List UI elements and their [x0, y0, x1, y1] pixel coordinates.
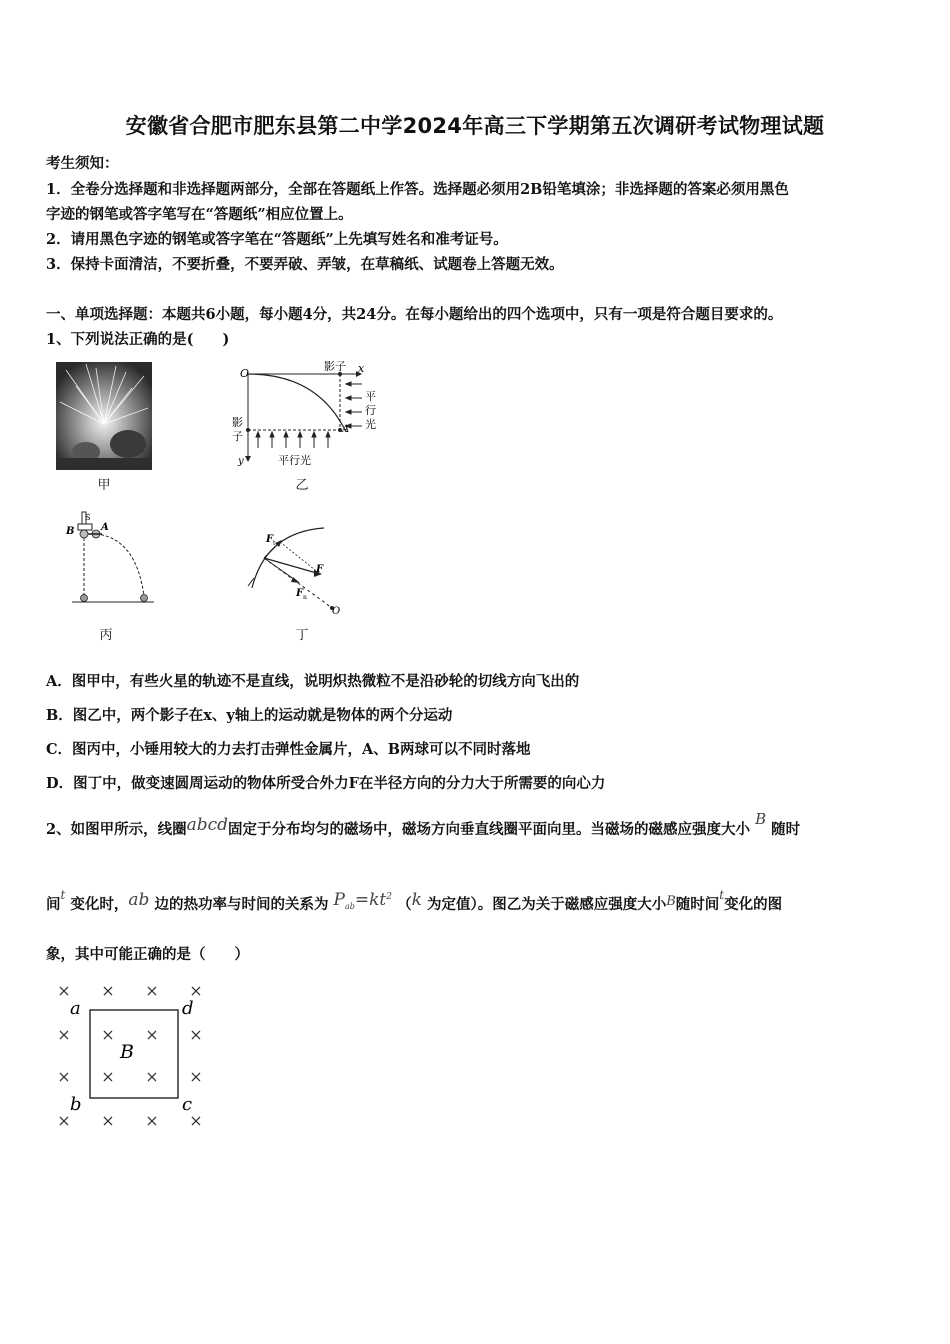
question-2-line-2: 间$^t$ 变化时，ab 边的热功率与时间的关系为 $Pab=kt^2$ （k 为定值）。图乙为关于磁感应强度大小B随时间$^t$变化的图 — [46, 888, 783, 913]
label-s: S — [85, 513, 91, 522]
label-shadow-left-1: 影 — [232, 416, 243, 429]
label-parallel-light: 平行光 — [278, 454, 311, 467]
option-b[interactable]: B．图乙中，两个影子在x、y轴上的运动就是物体的两个分运动 — [46, 707, 453, 724]
figure-jia-photo — [56, 362, 152, 470]
notice-item: 字迹的钢笔或答字笔写在“答题纸”相应位置上。 — [46, 206, 353, 223]
notice-heading: 考生须知： — [46, 155, 119, 172]
question-2-line-3: 象，其中可能正确的是（ ） — [46, 946, 249, 963]
svg-text:×: × — [101, 981, 115, 1000]
figure-ding-diagram — [236, 522, 352, 618]
math-b: B — [755, 810, 767, 828]
label-fn-sub: n — [303, 594, 307, 601]
label-guang: 光 — [365, 418, 376, 431]
label-a: A — [101, 522, 109, 533]
label-shadow-left-2: 子 — [232, 430, 243, 443]
label-b: B — [66, 526, 75, 537]
figure-coil-magnetic-field — [48, 976, 218, 1132]
label-y: y — [238, 456, 244, 467]
notice-item: 2．请用黑色字迹的钢笔或答字笔在“答题纸”上先填写姓名和准考证号。 — [46, 231, 508, 248]
svg-text:×: × — [101, 1025, 115, 1044]
svg-text:×: × — [101, 1111, 115, 1130]
figure-caption-yi: 乙 — [295, 478, 309, 493]
svg-text:×: × — [189, 981, 203, 1000]
option-c[interactable]: C．图丙中，小锤用较大的力去打击弹性金属片，A、B两球可以不同时落地 — [46, 741, 531, 758]
svg-text:×: × — [189, 1067, 203, 1086]
label-ft-sub: t — [273, 540, 276, 547]
label-a: a — [70, 998, 81, 1019]
svg-text:×: × — [57, 1111, 71, 1130]
section-heading: 一、单项选择题：本题共6小题，每小题4分，共24分。在每小题给出的四个选项中，只有一项是符合题目要求的。 — [46, 306, 783, 323]
label-b: b — [70, 1094, 82, 1115]
svg-text:×: × — [145, 1025, 159, 1044]
svg-text:×: × — [189, 1025, 203, 1044]
figure-bing-diagram — [66, 508, 162, 608]
label-o: O — [332, 606, 341, 617]
notice-item: 1．全卷分选择题和非选择题两部分，全部在答题纸上作答。选择题必须用2B铅笔填涂；非选择题的答案必须用黑色 — [46, 181, 789, 198]
label-d: d — [182, 998, 194, 1019]
svg-text:×: × — [145, 1111, 159, 1130]
figure-yi-diagram — [228, 358, 388, 470]
option-d[interactable]: D．图丁中，做变速圆周运动的物体所受合外力F在半径方向的分力大于所需要的向心力 — [46, 775, 606, 792]
label-ping: 平 — [365, 390, 376, 403]
svg-text:×: × — [57, 981, 71, 1000]
label-ft: F — [266, 534, 274, 545]
label-x: x — [358, 362, 365, 375]
math-abcd: abcd — [186, 815, 229, 835]
question-1-stem: 1、下列说法正确的是( ) — [46, 331, 230, 348]
figure-caption-bing: 丙 — [99, 628, 113, 643]
label-o: O — [240, 367, 250, 380]
label-field-b: B — [120, 1041, 134, 1063]
question-2-line-1: 2、如图甲所示，线圈abcd固定于分布均匀的磁场中，磁场方向垂直线圈平面向里。当磁场的磁感应强度大小 B 随时 — [46, 810, 801, 838]
svg-text:×: × — [101, 1067, 115, 1086]
svg-text:×: × — [57, 1067, 71, 1086]
label-c: c — [182, 1094, 193, 1115]
label-fn: F — [296, 588, 304, 599]
svg-text:×: × — [145, 981, 159, 1000]
label-a: A — [342, 424, 350, 435]
notice-item: 3．保持卡面清洁，不要折叠，不要弄破、弄皱，在草稿纸、试题卷上答题无效。 — [46, 256, 564, 273]
option-a[interactable]: A．图甲中，有些火星的轨迹不是直线，说明炽热微粒不是沿砂轮的切线方向飞出的 — [46, 673, 580, 690]
svg-text:×: × — [57, 1025, 71, 1044]
figure-caption-jia: 甲 — [97, 478, 111, 493]
label-shadow-top: 影子 — [324, 360, 346, 373]
figure-caption-ding: 丁 — [295, 628, 309, 643]
page-title: 安徽省合肥市肥东县第二中学2024年高三下学期第五次调研考试物理试题 — [125, 114, 825, 138]
svg-text:×: × — [145, 1067, 159, 1086]
label-xing: 行 — [365, 404, 376, 417]
label-f: F — [316, 564, 324, 575]
svg-text:×: × — [189, 1111, 203, 1130]
